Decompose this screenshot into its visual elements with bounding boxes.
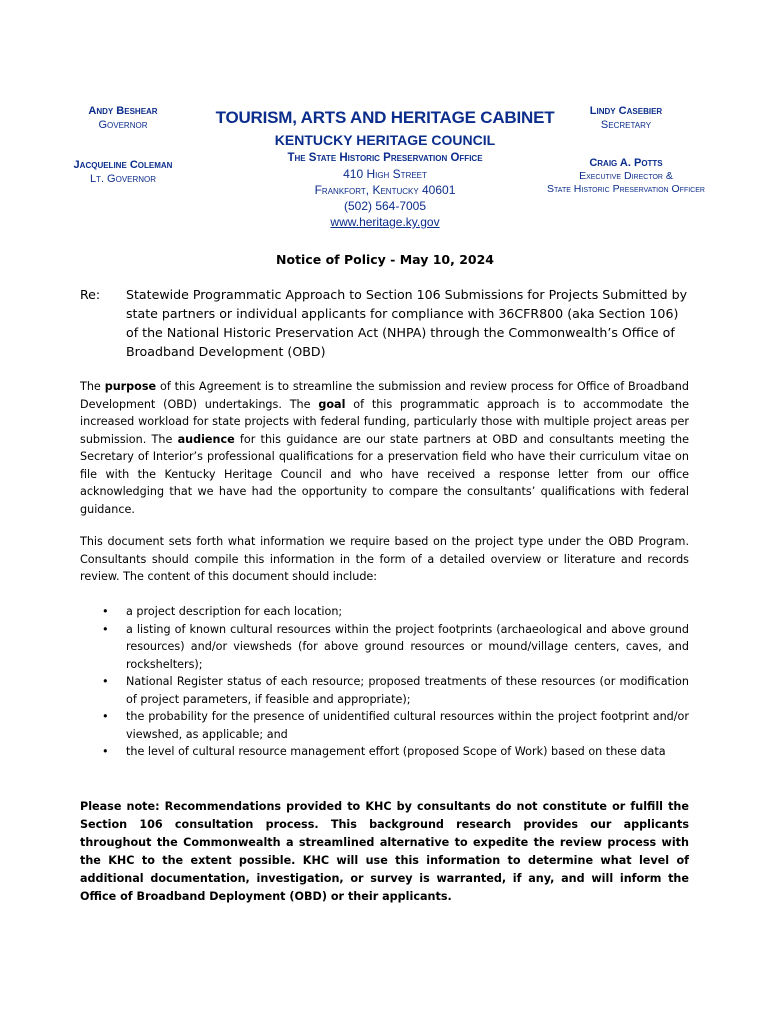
requirements-paragraph: This document sets forth what information we require based on the project type under the OBD Program. Consultants should compile this information in the form of a detailed overview or literature and records review. The content of this document should include: xyxy=(80,535,689,583)
list-item: • the level of cultural resource management effort (proposed Scope of Work) based on these data xyxy=(80,743,689,761)
governor-title: Governor xyxy=(98,119,148,131)
p1-text-2: of this Agreement is to streamline the submission and review process for Office of Broadband Development (OBD) undertakings. The xyxy=(80,380,689,411)
p1-keyword-purpose: purpose xyxy=(104,380,157,393)
content-bullet-list xyxy=(80,603,689,761)
list-item: • the probability for the presence of unidentified cultural resources within the project footprint and/or viewshed, as applicable; and xyxy=(80,708,689,743)
p1-text-1: The xyxy=(80,380,105,393)
director-title-line2: State Historic Preservation Officer xyxy=(547,183,705,195)
re-text: Statewide Programmatic Approach to Section 106 Submissions for Projects Submitted by state partners or individual applicants for compliance with 36CFR800 (aka Section 106) of the National Historic Preservation Act (NHPA) through the Commonwealth’s Office of Broadband Development (OBD) xyxy=(126,287,688,359)
street-address: 410 High Street xyxy=(343,167,427,181)
city-address: Frankfort, Kentucky 40601 xyxy=(314,183,456,197)
cabinet-name: TOURISM, ARTS AND HERITAGE CABINET xyxy=(215,108,555,127)
purpose-paragraph xyxy=(80,378,689,518)
secretary-name: Lindy Casebier xyxy=(589,105,663,117)
letterhead-left xyxy=(58,104,188,186)
list-item: • a project description for each location; xyxy=(80,603,689,621)
p1-text-3: of this programmatic approach is to accommodate the increased workload for state projects with federal funding, particularly those with multiple project areas per submission. The xyxy=(80,397,689,446)
p1-keyword-goal: goal xyxy=(318,397,346,411)
director-name: Craig A. Potts xyxy=(589,157,663,169)
website-link[interactable]: www.heritage.ky.gov xyxy=(330,215,440,229)
lt-governor-title: Lt. Governor xyxy=(89,173,157,185)
list-item: • National Register status of each resource; proposed treatments of these resources (or modification of project parameters, if feasible and appropriate); xyxy=(80,673,689,708)
list-item: • a listing of known cultural resources within the project footprints (archaeological and above ground resources) and/or viewsheds (for above ground resources or mound/village centers, caves, and rockshelters); xyxy=(80,621,689,674)
office-name: The State Historic Preservation Office xyxy=(287,152,483,164)
letterhead-center xyxy=(195,108,575,230)
governor-name: Andy Beshear xyxy=(88,105,158,117)
lt-governor-name: Jacqueline Coleman xyxy=(73,159,173,171)
phone-number: (502) 564-7005 xyxy=(343,199,427,213)
re-section xyxy=(80,285,690,361)
p1-text-4: for this guidance are our state partners at OBD and consultants meeting the Secretary of Interior’s professional qualifications for a preservation field who have their curriculum vitae on file with the Kentucky Heritage Council and who have received a response letter from our office acknowledging that we have had the opportunity to compare the consultants’ qualifications with federal guidance. xyxy=(80,432,689,516)
letterhead-right xyxy=(520,104,732,196)
re-label: Re: xyxy=(80,287,101,302)
please-note-paragraph: Please note: Recommendations provided to KHC by consultants do not constitute or fulfill the Section 106 consultation process. This background research provides our applicants throughout the Commonwealth a streamlined alternative to expedite the review process with the KHC to the extent possible. KHC will use this information to determine what level of additional documentation, investigation, or survey is warranted, if any, and will inform the Office of Broadband Deployment (OBD) or their applicants. xyxy=(80,800,689,903)
p1-keyword-audience: audience xyxy=(177,432,235,446)
notice-title: Notice of Policy - May 10, 2024 xyxy=(276,252,494,267)
director-title-line1: Executive Director & xyxy=(579,170,673,182)
secretary-title: Secretary xyxy=(600,119,652,131)
council-name: KENTUCKY HERITAGE COUNCIL xyxy=(274,132,496,148)
